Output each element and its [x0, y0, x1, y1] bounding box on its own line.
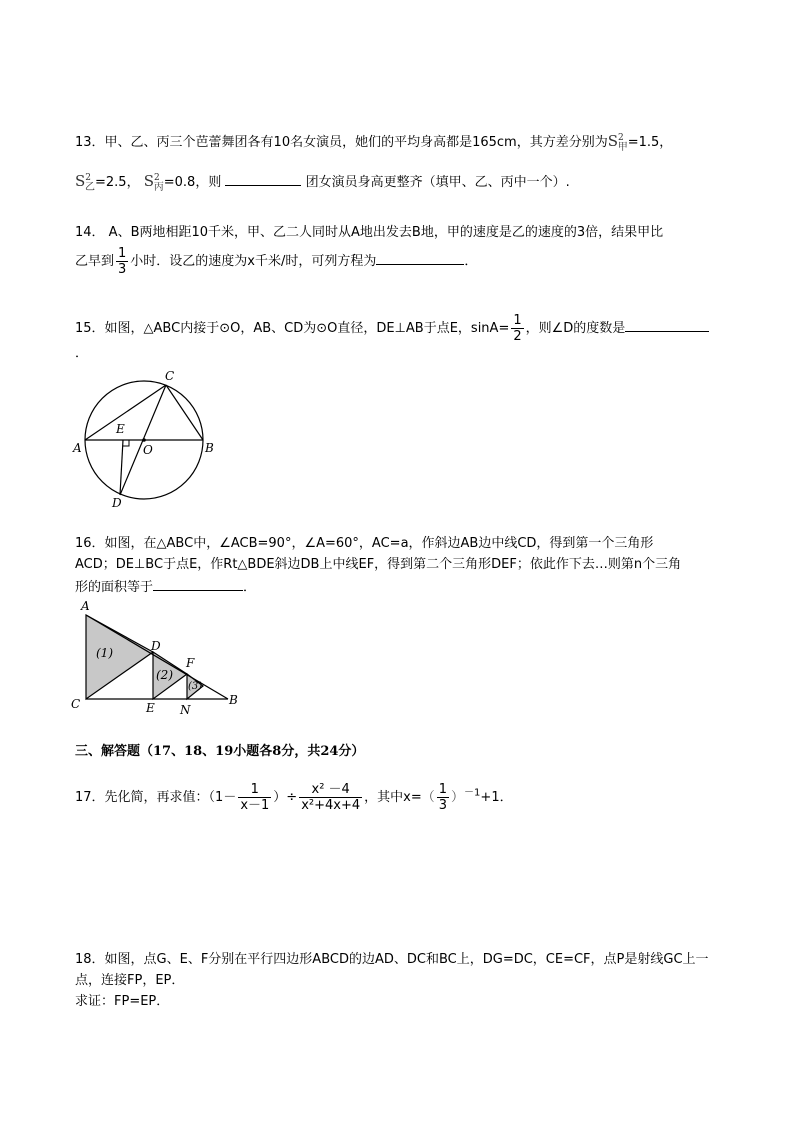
q13-line1 — [75, 128, 672, 158]
variance-jia-value: =1.5， — [627, 135, 673, 150]
variance-yi-value: =2.5， — [95, 175, 140, 190]
answer-blank-13[interactable] — [225, 171, 301, 186]
label-b: B — [229, 693, 238, 707]
label-region-2: (2) — [156, 668, 173, 682]
label-a: A — [81, 599, 90, 613]
answer-blank-14[interactable] — [376, 250, 464, 265]
fraction-one-half: $\frac{1}{2}$ — [513, 313, 522, 344]
q16-line1: 16．如图，在△ABC中，∠ACB=90°，∠A=60°，AC=a，作斜边AB边中线CD，得到第一个三角形 — [75, 536, 654, 551]
label-c: C — [165, 369, 175, 383]
variance-bing: $S^2_丙$ — [143, 172, 164, 193]
answer-blank-16[interactable] — [153, 576, 243, 591]
segment-cb — [166, 385, 203, 440]
variance-bing-value: =0.8，则 — [163, 175, 222, 190]
q18-line1: 18．如图，点G、E、F分别在平行四边形ABCD的边AD、DC和BC上，DG=DC，CE=CF，点P是射线GC上一 — [75, 952, 709, 967]
q13-text: 13．甲、乙、丙三个芭蕾舞团各有10名女演员，她们的平均身高都是165cm，其方差分别为 — [75, 135, 608, 150]
q17-line: 17．先化简，再求值：（1－ $\frac{1}{x-1}$ ）÷ $\frac{\text{x² －4}}{\text{x²+4x+4}}$ ，其中x=（ $\frac{1}{3}$ ）$^{-1}$+1． — [75, 782, 513, 813]
right-angle-mark — [123, 440, 129, 446]
triangle-figure — [65, 597, 245, 719]
circle-figure — [65, 365, 225, 515]
fraction-one-third: $\frac{1}{3}$ — [118, 246, 127, 277]
fraction-quadratic: $\frac{\text{x² －4}}{\text{x²+4x+4}}$ — [301, 782, 361, 813]
q13-line2-end: 团女演员身高更整齐（填甲、乙、丙中一个）. — [305, 175, 570, 190]
label-e: E — [116, 422, 125, 436]
label-d: D — [151, 639, 161, 653]
q16-line2: ACD；DE⊥BC于点E，作Rt△BDE斜边DB上中线EF，得到第二个三角形DEF；依此作下去…则第n个三角 — [75, 557, 682, 572]
label-a: A — [73, 441, 82, 455]
q15-line2: ． — [75, 346, 89, 361]
label-region-3: (3) — [188, 681, 203, 692]
label-f: F — [186, 656, 195, 670]
variance-yi: $S^2_乙$ — [75, 172, 96, 193]
q18-line2: 点，连接FP，EP． — [75, 973, 185, 988]
label-c: C — [71, 697, 81, 711]
fraction-1-over-x-minus-1: $\frac{1}{x-1}$ — [240, 782, 270, 813]
label-e: E — [146, 701, 155, 715]
q13-line2 — [75, 168, 570, 198]
variance-jia: $S^2_甲$ — [607, 132, 628, 153]
q18-line3: 求证：FP=EP． — [75, 994, 170, 1009]
label-n: N — [180, 703, 191, 717]
label-o: O — [143, 443, 153, 457]
q15-line1: 15．如图，△ABC内接于⊙O，AB、CD为⊙O直径，DE⊥AB于点E，sinA= $\frac{1}{2}$ ，则∠D的度数是 — [75, 313, 709, 344]
q14-line2: 乙早到 $\frac{1}{3}$ 小时．设乙的速度为x千米/时，可列方程为 ． — [75, 246, 478, 277]
label-d: D — [112, 496, 122, 510]
center-point — [142, 438, 146, 442]
q14-line1: 14． A、B两地相距10千米，甲、乙二人同时从A地出发去B地，甲的速度是乙的速度的3倍，结果甲比 — [75, 225, 664, 240]
q16-line3: 形的面积等于 ． — [75, 576, 256, 598]
section-heading: 三、解答题（17、18、19小题各8分，共24分） — [75, 744, 365, 759]
label-region-1: (1) — [96, 646, 113, 660]
fraction-one-third-17: $\frac{1}{3}$ — [438, 782, 448, 813]
answer-blank-15[interactable] — [625, 317, 709, 332]
label-b: B — [205, 441, 214, 455]
segment-de — [120, 440, 123, 495]
